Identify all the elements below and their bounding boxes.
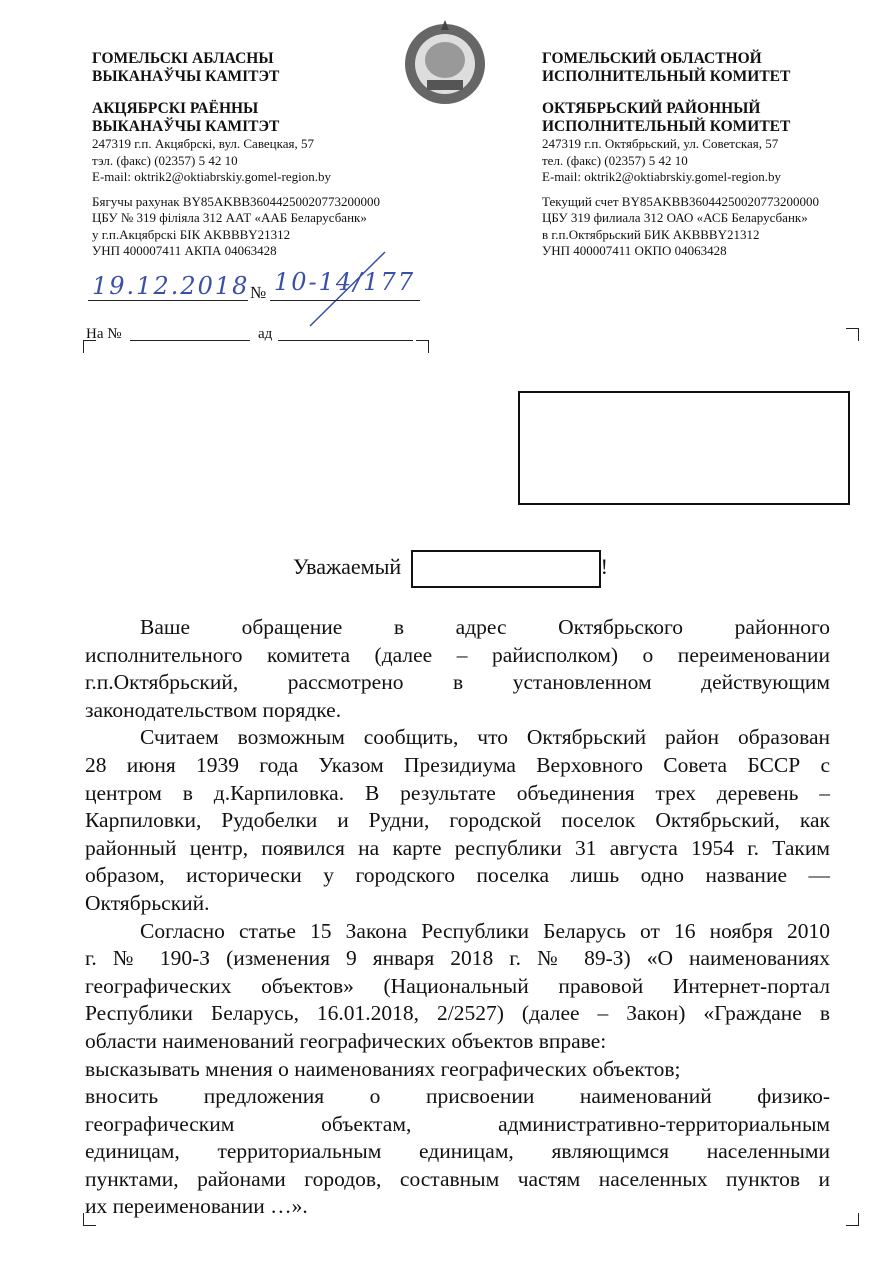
date-line [88,300,248,301]
reply-number-line [130,340,250,341]
text-line: Республики Беларусь, 16.01.2018, 2/2527) (далее – Закон) «Граждане в [85,1001,830,1026]
text-line: г. № 190-З (изменения 9 января 2018 г. № 89-З) «О наименованиях [85,946,830,971]
text-line: 28 июня 1939 года Указом Президиума Верховного Совета БССР с [85,752,830,777]
district-name-by: АКЦЯБРСКІ РАЁННЫ ВЫКАНАЎЧЫ КАМІТЭТ [92,100,280,135]
text-line: центром в д.Карпиловка. В результате объединения трех деревень – [85,780,830,805]
corner-mark [846,328,859,341]
paragraph [85,1083,830,1221]
text-line: вносить предложения о присвоении наименований физико- [85,1084,830,1109]
org-name-ru: ГОМЕЛЬСКИЙ ОБЛАСТНОЙ ИСПОЛНИТЕЛЬНЫЙ КОМИТЕТ [542,50,791,85]
text-line: Октябрьский. [85,890,210,915]
text-line: их переименовании …». [85,1194,308,1219]
text-line: г.п.Октябрьский, рассмотрено в установленном действующим [85,670,830,695]
text-line: законодательством порядке. [85,697,342,722]
address-ru: 247319 г.п. Октябрьский, ул. Советская, 57 тел. (факс) (02357) 5 42 10 E-mail: oktrik2@oktiabrskiy.gomel-region.by [542,136,781,184]
reply-label: На № [86,326,122,342]
text-line: Считаем возможным сообщить, что Октябрьский район образован [140,725,830,750]
signature-stroke [300,250,390,330]
redacted-name [411,550,601,588]
handwritten-date: 19.12.2018 [92,272,250,300]
reply-from-label: ад [258,326,273,342]
corner-mark [83,340,96,353]
greeting-word: Уважаемый [293,554,402,580]
bank-details-ru: Текущий счет BY85AKBB36044250020773200000 ЦБУ 319 филиала 312 ОАО «АСБ Беларусбанк» в г.п.Октябрьский БИК AKBBBY21312 УНП 400007411 ОКПО 04063428 [542,193,819,258]
paragraph [85,724,830,917]
text-line: Согласно статье 15 Закона Республики Беларусь от 16 ноября 2010 [140,918,830,943]
left-header [92,50,414,260]
greeting-end: ! [600,554,608,580]
number-line [270,300,420,301]
paragraph [85,1056,830,1084]
address-by: 247319 г.п. Акцябрскі, вул. Савецкая, 57 тэл. (факс) (02357) 5 42 10 E-mail: oktrik2@oktiabrskiy.gomel-region.by [92,136,331,184]
text-line: районный центр, появился на карте республики 31 августа 1954 г. Таким [85,835,830,860]
text-line: области наименований географических объектов вправе: [85,1028,607,1053]
paragraph [85,614,830,724]
district-name-ru: ОКТЯБРЬСКИЙ РАЙОННЫЙ ИСПОЛНИТЕЛЬНЫЙ КОМИТЕТ [542,100,791,135]
number-label: № [250,283,267,302]
text-line: географических объектов» (Национальный правовой Интернет-портал [85,973,830,998]
letter-body [85,614,830,1221]
text-line: исполнительного комитета (далее – райисполком) о переименовании [85,642,830,667]
text-line: единицам, территориальным единицам, являющимся населенными [85,1139,830,1164]
text-line: образом, исторически у городского поселка лишь одно название — [85,863,830,888]
redacted-addressee [518,391,850,505]
bank-details-by: Бягучы рахунак BY85AKBB36044250020773200000 ЦБУ № 319 філіяла 312 ААТ «ААБ Беларусбанк» у г.п.Акцябрскі БІК AKBBBY21312 УНП 400007411 АКПА 04063428 [92,193,381,258]
paragraph [85,918,830,1056]
handwritten-number: 10-14/177 [274,268,416,296]
right-header [542,50,819,260]
org-name-by: ГОМЕЛЬСКІ АБЛАСНЫ ВЫКАНАЎЧЫ КАМІТЭТ [92,50,280,85]
corner-mark [416,340,429,353]
text-line: географическим объектам, административно-территориальным [85,1111,830,1136]
corner-mark [846,1213,859,1226]
text-line: пунктами, районами городов, составным частям населенных пунктов и [85,1166,830,1191]
greeting [293,550,608,588]
reply-date-line [278,340,413,341]
text-line: высказывать мнения о наименованиях географических объектов; [85,1056,681,1081]
text-line: Карпиловки, Рудобелки и Рудни, городской поселок Октябрьский, как [85,808,830,833]
state-emblem-icon [402,18,488,106]
text-line: Ваше обращение в адрес Октябрьского районного [140,615,830,639]
